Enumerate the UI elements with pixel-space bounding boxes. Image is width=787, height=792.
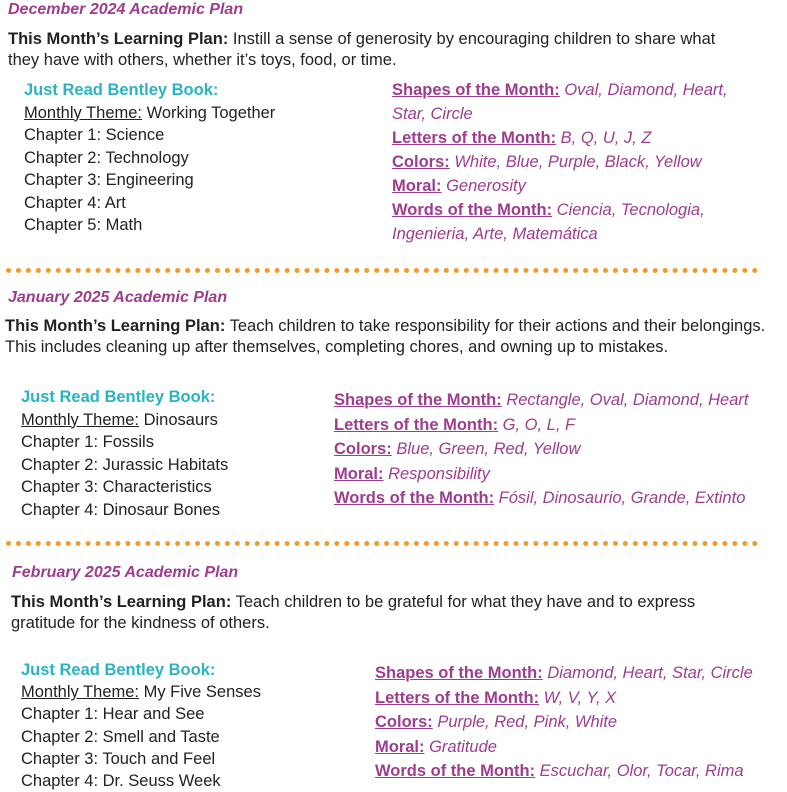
section-divider [6, 541, 758, 546]
february-learning-plan [11, 592, 751, 634]
theme-value: Working Together [146, 103, 276, 122]
january-book-column [21, 386, 228, 521]
colors-label: Colors: [375, 713, 433, 731]
words-row [334, 486, 784, 511]
chapter-3: Chapter 3: Characteristics [21, 478, 212, 496]
shapes-value: Oval, Diamond, Heart, Star, Circle [392, 81, 728, 123]
chapter-3: Chapter 3: Touch and Feel [21, 749, 216, 768]
words-label: Words of the Month: [334, 489, 495, 507]
chapter-4: Chapter 4: Dr. Seuss Week [21, 772, 221, 791]
words-row [375, 759, 785, 784]
shapes-value: Diamond, Heart, Star, Circle [547, 664, 753, 682]
chapter-2: Chapter 2: Technology [24, 148, 189, 167]
december-details-column [392, 78, 762, 246]
january-learning-plan [5, 316, 780, 358]
words-label: Words of the Month: [392, 201, 553, 219]
december-learning-plan [8, 29, 728, 71]
chapter-1: Chapter 1: Fossils [21, 433, 154, 451]
letters-value: W, V, Y, X [543, 688, 617, 707]
plan-label: This Month’s Learning Plan: [5, 317, 226, 335]
theme-label: Monthly Theme: [24, 103, 142, 122]
book-label: Just Read Bentley Book: [21, 661, 216, 679]
shapes-row [392, 78, 762, 126]
february-details-column [375, 661, 785, 784]
monthly-theme [21, 409, 228, 432]
words-value: Escuchar, Olor, Tocar, Rima [539, 762, 744, 780]
letters-row [334, 413, 784, 438]
moral-row [392, 174, 762, 198]
moral-label: Moral: [392, 177, 442, 195]
theme-value: Dinosaurs [143, 410, 218, 429]
february-book-column [21, 659, 261, 792]
letters-value: B, Q, U, J, Z [560, 129, 652, 147]
plan-label: This Month’s Learning Plan: [8, 30, 229, 48]
colors-value: White, Blue, Purple, Black, Yellow [454, 153, 702, 171]
chapter-1: Chapter 1: Science [24, 126, 165, 144]
letters-label: Letters of the Month: [375, 688, 540, 707]
plan-label: This Month’s Learning Plan: [11, 593, 232, 611]
chapter-1: Chapter 1: Hear and See [21, 705, 205, 724]
colors-row [392, 150, 762, 174]
letters-label: Letters of the Month: [392, 129, 557, 147]
chapter-2: Chapter 2: Smell and Taste [21, 727, 220, 746]
words-value: Ciencia, Tecnologia, Ingenieria, Arte, Matemática [392, 201, 705, 243]
colors-value: Blue, Green, Red, Yellow [396, 440, 581, 458]
theme-label: Monthly Theme: [21, 683, 139, 702]
moral-row [375, 735, 785, 760]
plan-text: Instill a sense of generosity by encouraging children to share what they have with others, whether it’s toys, food, or time. [8, 30, 716, 69]
shapes-row [375, 661, 785, 686]
theme-label: Monthly Theme: [21, 410, 139, 429]
december-title: December 2024 Academic Plan [8, 1, 244, 18]
chapter-2: Chapter 2: Jurassic Habitats [21, 455, 229, 474]
moral-row [334, 462, 784, 487]
letters-row [375, 686, 785, 711]
moral-value: Gratitude [429, 737, 497, 756]
january-title: January 2025 Academic Plan [8, 289, 228, 306]
moral-value: Generosity [446, 177, 526, 195]
colors-row [334, 437, 784, 462]
shapes-label: Shapes of the Month: [392, 81, 560, 99]
shapes-value: Rectangle, Oval, Diamond, Heart [506, 391, 749, 409]
shapes-label: Shapes of the Month: [334, 391, 502, 409]
colors-row [375, 710, 785, 735]
book-label: Just Read Bentley Book: [24, 81, 219, 99]
colors-label: Colors: [334, 440, 392, 458]
moral-label: Moral: [375, 737, 425, 756]
chapter-5: Chapter 5: Math [24, 216, 143, 234]
shapes-label: Shapes of the Month: [375, 664, 543, 682]
moral-value: Responsibility [388, 464, 490, 483]
words-row [392, 198, 762, 246]
monthly-theme [24, 102, 275, 125]
monthly-theme [21, 681, 261, 703]
moral-label: Moral: [334, 464, 384, 483]
letters-row [392, 126, 762, 150]
plan-text: Teach children to take responsibility for their actions and their belongings. This includes cleaning up after themselves, completing chores, and owning up to mistakes. [5, 317, 766, 356]
chapter-4: Chapter 4: Dinosaur Bones [21, 500, 221, 519]
chapter-3: Chapter 3: Engineering [24, 171, 194, 189]
section-divider [6, 268, 758, 273]
book-label: Just Read Bentley Book: [21, 388, 216, 406]
words-value: Fósil, Dinosaurio, Grande, Extinto [498, 489, 746, 507]
february-title: February 2025 Academic Plan [12, 564, 239, 581]
december-book-column [24, 79, 275, 237]
chapter-4: Chapter 4: Art [24, 193, 126, 212]
theme-value: My Five Senses [143, 683, 261, 702]
shapes-row [334, 388, 784, 413]
colors-label: Colors: [392, 153, 450, 171]
plan-text: Teach children to be grateful for what they have and to express gratitude for the kindness of others. [11, 593, 696, 632]
letters-value: G, O, L, F [502, 415, 576, 434]
letters-label: Letters of the Month: [334, 415, 499, 434]
colors-value: Purple, Red, Pink, White [437, 713, 618, 731]
january-details-column [334, 388, 784, 511]
words-label: Words of the Month: [375, 762, 536, 780]
